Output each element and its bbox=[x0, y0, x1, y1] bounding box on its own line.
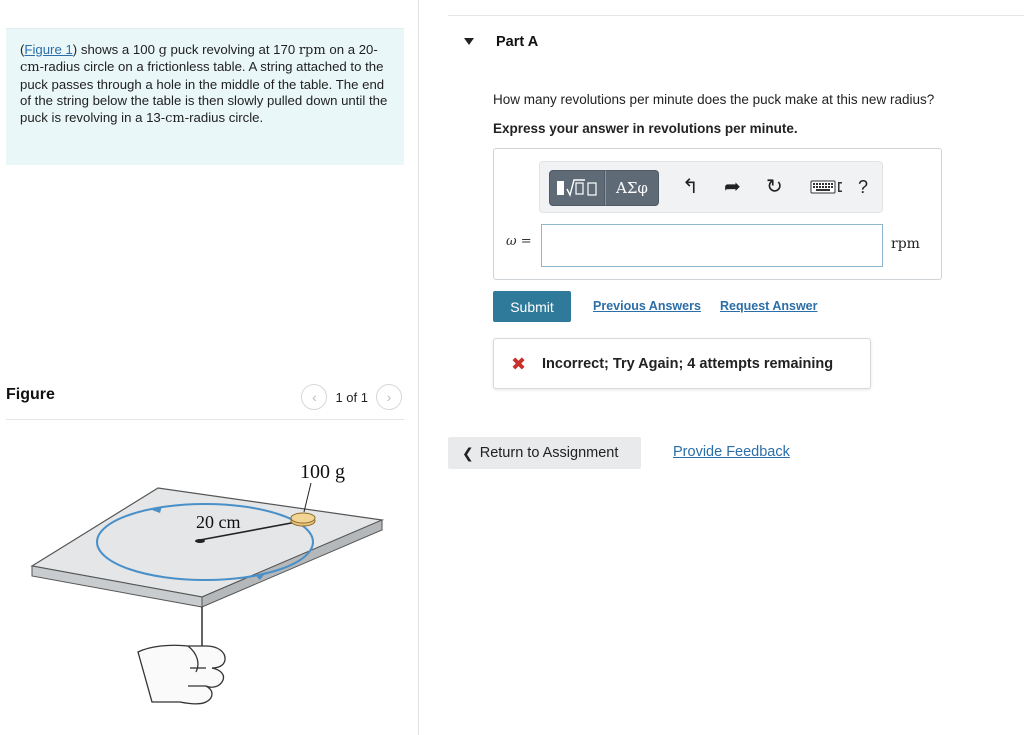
template-buttons bbox=[549, 170, 659, 206]
instruction-text: Express your answer in revolutions per minute. bbox=[493, 121, 798, 136]
submit-button[interactable]: Submit bbox=[493, 291, 571, 322]
help-icon[interactable]: ? bbox=[858, 177, 869, 197]
problem-text: -radius circle on a frictionless table. A string attached to the puck passes through a hole in the middle of the table. The end of the string below the table is then slowly pulled down until the puck is revolving in a 13- bbox=[20, 59, 388, 125]
problem-text: puck revolving at 170 bbox=[166, 42, 299, 57]
reset-icon[interactable]: ↻ bbox=[766, 176, 783, 198]
hand-icon bbox=[138, 645, 225, 704]
request-answer-link[interactable]: Request Answer bbox=[720, 299, 818, 313]
redo-icon[interactable]: ➦ bbox=[724, 176, 741, 198]
unit-cm: cm bbox=[165, 110, 185, 126]
radius-label: 20 cm bbox=[196, 512, 241, 532]
part-header[interactable] bbox=[448, 15, 1024, 77]
undo-icon[interactable]: ↰ bbox=[682, 176, 699, 198]
problem-text: ) shows a 100 bbox=[72, 42, 159, 57]
figure-link[interactable]: Figure 1 bbox=[24, 42, 73, 57]
answer-box bbox=[493, 148, 942, 280]
feedback-box bbox=[493, 338, 871, 389]
paren: ( bbox=[20, 42, 25, 57]
answer-variable-label: ω = bbox=[506, 234, 532, 249]
unit-cm: cm bbox=[20, 60, 40, 76]
left-column bbox=[0, 0, 420, 735]
answer-unit: rpm bbox=[891, 236, 920, 252]
chevron-left-icon: ❮ bbox=[462, 444, 474, 461]
caret-down-icon[interactable] bbox=[464, 38, 474, 45]
math-toolbar bbox=[539, 161, 883, 213]
chevron-right-icon[interactable]: › bbox=[376, 384, 402, 410]
pager-text: 1 of 1 bbox=[335, 389, 368, 405]
keyboard-icon[interactable] bbox=[810, 178, 844, 201]
return-label: Return to Assignment bbox=[479, 445, 619, 461]
center-hole bbox=[195, 539, 205, 543]
figure-title: Figure bbox=[6, 386, 55, 403]
puck-top bbox=[291, 513, 315, 523]
previous-answers-link[interactable]: Previous Answers bbox=[593, 299, 701, 313]
problem-text: -radius circle. bbox=[184, 109, 264, 125]
column-divider bbox=[418, 0, 419, 735]
answer-input[interactable] bbox=[541, 224, 883, 267]
return-to-assignment-button[interactable] bbox=[448, 437, 641, 469]
problem-text: on a 20- bbox=[325, 42, 378, 57]
problem-statement bbox=[6, 28, 404, 165]
mass-label: 100 g bbox=[300, 461, 345, 483]
puck-figure bbox=[20, 440, 390, 730]
figure-pager bbox=[301, 384, 402, 410]
feedback-message: Incorrect; Try Again; 4 attempts remaining bbox=[542, 356, 834, 372]
unit-g: g bbox=[158, 43, 167, 58]
right-column bbox=[448, 0, 1024, 735]
part-title: Part A bbox=[496, 34, 539, 50]
question-text: How many revolutions per minute does the puck make at this new radius? bbox=[493, 92, 935, 107]
close-x-icon: ✖ bbox=[511, 354, 527, 374]
unit-rpm: rpm bbox=[298, 43, 326, 58]
greek-symbols-button[interactable]: ΑΣφ bbox=[605, 170, 659, 206]
provide-feedback-link[interactable]: Provide Feedback bbox=[673, 444, 790, 460]
sqrt-template-icon[interactable] bbox=[549, 170, 605, 206]
figure-header bbox=[6, 384, 404, 420]
mass-leader bbox=[304, 483, 311, 512]
chevron-left-icon[interactable]: ‹ bbox=[301, 384, 327, 410]
